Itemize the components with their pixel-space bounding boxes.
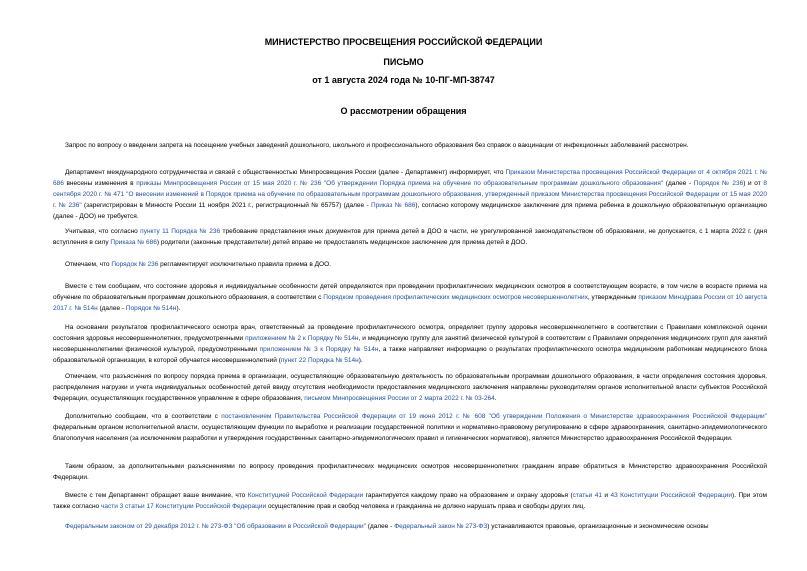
paragraph-text: Отмечаем, что bbox=[65, 261, 112, 268]
document-link[interactable]: статьи 41 bbox=[572, 492, 602, 499]
paragraph-text: (зарегистрирован в Минюсте России 11 ноября 2021 г., регистрационный № 65757) (далее - bbox=[81, 202, 371, 209]
document-date-number: от 1 августа 2024 года № 10-ПГ-МП-38747 bbox=[312, 75, 495, 85]
document-link[interactable]: Приказ № 686 bbox=[370, 202, 416, 209]
paragraph-text: федеральным органом исполнительной власти, осуществляющим функции по выработке и реализации государственной политики и нормативно-правовому регулированию в сфере здравоохранения, санитарно-эпидемиологического благополучия населения (за исключением разработки и утверждения государственных санитарно-эпидемиологических правил и гигиенических нормативов), является Министерство здравоохранения Российской Федерации. bbox=[53, 424, 767, 442]
paragraph-2 bbox=[53, 167, 767, 222]
document-link[interactable]: приказы Минпросвещения России от 15 мая 2020 г. № 236 "Об утверждении Порядка приема на обучение по образовательным программам дошкольного образования" bbox=[136, 180, 664, 187]
document-link[interactable]: приложением № 3 к Порядку № 514н bbox=[259, 346, 379, 353]
paragraph-text: гарантируется каждому право на образование и охрану здоровья ( bbox=[363, 492, 573, 499]
paragraph-text: ). При этом также согласно bbox=[53, 492, 767, 510]
document-link[interactable]: части 3 статьи 17 Конституции Российской Федерации bbox=[100, 503, 267, 510]
paragraph-7 bbox=[53, 371, 767, 404]
paragraph-3 bbox=[53, 226, 767, 248]
paragraph-text: Вместе с тем сообщаем, что состояние здоровья и индивидуальные особенности детей определяются при проведении профилактических медицинских осмотров в соответствующем возрасте, в том числе в возрасте приема на обучение по образовательным программам дошкольного образования, в соответствии с bbox=[53, 283, 767, 301]
document-link[interactable]: Конституцией Российской Федерации bbox=[247, 492, 364, 499]
paragraph-text: и bbox=[601, 492, 611, 499]
paragraph-text: регламентирует исключительно правила приема в ДОО. bbox=[158, 261, 331, 268]
document-link[interactable]: Порядком проведения профилактических медицинских осмотров несовершеннолетних bbox=[323, 294, 588, 301]
document-subject: О рассмотрении обращения bbox=[340, 106, 467, 116]
ministry-heading: МИНИСТЕРСТВО ПРОСВЕЩЕНИЯ РОССИЙСКОЙ ФЕДЕРАЦИИ bbox=[264, 37, 543, 47]
document-link[interactable]: пункт 22 Порядка № 514н bbox=[280, 357, 359, 364]
document-link[interactable]: Приказа № 686 bbox=[110, 239, 157, 246]
paragraph-text: осуществление прав и свобод человека и гражданина не должно нарушать права и свободы других лиц. bbox=[266, 503, 586, 510]
paragraph-9 bbox=[53, 461, 767, 483]
document-link[interactable]: приложением № 2 к Порядку № 514н bbox=[245, 335, 359, 342]
paragraph-text: внесены изменения в bbox=[63, 180, 137, 187]
paragraph-1 bbox=[53, 140, 767, 151]
document-link[interactable]: 8 сентября 2020 г. № 471 "О внесении изменений в Порядок приема на обучение по образовательным программам дошкольного образования, утвержденный приказом Министерства просвещения Российской Федерации от 15 мая 2020 г. № 236" bbox=[53, 180, 767, 209]
paragraph-text: Учитывая, что согласно bbox=[65, 228, 141, 235]
paragraph-text: (далее - bbox=[97, 305, 126, 312]
document-link[interactable]: приказом Минздрава России от 10 августа 2017 г. № 514н bbox=[53, 294, 767, 312]
paragraph-text: Запрос по вопросу о введении запрета на посещение учебных заведений дошкольного, школьного и профессионального образования без справок о вакцинации от инфекционных заболеваний рассмотрен. bbox=[65, 142, 689, 149]
paragraph-text: ) устанавливаются правовые, организационные и экономические основы bbox=[487, 523, 709, 530]
document-link[interactable]: Федеральный закон № 273-ФЗ bbox=[394, 523, 488, 530]
document-link[interactable]: пункту 11 Порядка № 236 bbox=[140, 228, 221, 235]
paragraph-text: , утвержденным bbox=[587, 294, 639, 301]
paragraph-10 bbox=[53, 490, 767, 512]
document-link[interactable]: Порядок № 514н bbox=[125, 305, 177, 312]
document-link[interactable]: письмом Минпросвещения России от 2 марта 2022 г. № 03-264 bbox=[304, 395, 495, 402]
paragraph-text: На основании результатов профилактического осмотра врач, ответственный за проведение профилактического осмотра, определяет группу здоровья несовершеннолетнего в соответствии с Правилами комплексной оценки состояния здоровья несовершеннолетних, предусмотренными bbox=[53, 324, 767, 342]
document-link[interactable]: Порядок № 236 bbox=[111, 261, 159, 268]
paragraph-8 bbox=[53, 411, 767, 444]
paragraph-text: требование представления иных документов для приема детей в ДОО в части, не урегулированной законодательством об образовании, не допускается, с 1 марта 2022 г. (дня вступления в силу bbox=[53, 228, 767, 246]
paragraph-text: Отмечаем, что разъяснения по вопросу порядка приема в организации, осуществляющие образовательную деятельность по образовательным программам дошкольного образования, в части определения состояния здоровья, распределения нагрузки и учета индивидуальных особенностей детей ввиду отсутствия необходимости предоставления медицинского заключения направлены руководителям органов исполнительной власти субъектов Российской Федерации, осуществляющих государственное управление в сфере образования, bbox=[53, 373, 767, 402]
document-link[interactable]: постановлением Правительства Российской Федерации от 19 июня 2012 г. № 608 "Об утверждении Положения о Министерстве здравоохранения Российской Федерации" bbox=[221, 413, 767, 420]
document-link[interactable]: Федеральным законом от 29 декабря 2012 г. № 273-ФЗ "Об образовании в Российской Федерации" bbox=[65, 523, 366, 530]
paragraph-text: Департамент международного сотрудничества и связей с общественностью Минпросвещения России (далее - Департамент) информирует, что bbox=[65, 169, 506, 176]
paragraph-text: ) родители (законные представители) детей вправе не предоставлять медицинское заключение для приема детей в ДОО. bbox=[156, 239, 528, 246]
document-type: ПИСЬМО bbox=[383, 57, 424, 67]
paragraph-text: ) и от bbox=[743, 180, 764, 187]
paragraph-text: Вместе с тем Департамент обращает ваше внимание, что bbox=[65, 492, 248, 499]
paragraph-text: , и медицинскую группу для занятий физической культурой в соответствии с Правилами определения медицинских групп для занятий несовершеннолетними физической культурой, предусмотренными bbox=[53, 335, 767, 353]
paragraph-text: ). bbox=[176, 305, 181, 312]
paragraph-text: (далее - bbox=[366, 523, 395, 530]
document-link[interactable]: 43 Конституции Российской Федерации bbox=[610, 492, 733, 499]
paragraph-6 bbox=[53, 322, 767, 366]
paragraph-text: ). bbox=[358, 357, 363, 364]
paragraph-text: Таким образом, за дополнительными разъяснениями по вопросу проведения профилактических медицинских осмотров несовершеннолетних гражданин вправе обратиться в Министерство здравоохранения Российской Федерации. bbox=[53, 463, 767, 481]
paragraph-text: Дополнительно сообщаем, что в соответствии с bbox=[65, 413, 222, 420]
paragraph-4 bbox=[53, 259, 767, 270]
paragraph-text: ), согласно которому медицинское заключение для приема ребенка в дошкольную образовательную организацию (далее - ДОО) не требуется. bbox=[53, 202, 767, 220]
document-link[interactable]: Приказом Министерства просвещения Российской Федерации от 4 октября 2021 г. № 686 bbox=[53, 169, 767, 187]
document-link[interactable]: Порядок № 236 bbox=[693, 180, 744, 187]
paragraph-text: . bbox=[494, 395, 497, 402]
paragraph-11 bbox=[53, 521, 767, 532]
paragraph-text: , а также направляет информацию о результатах профилактического осмотра медицинским работникам медицинского блока образовательной организации, в которой обучается несовершеннолетний ( bbox=[53, 346, 767, 364]
paragraph-text: (далее - bbox=[663, 180, 694, 187]
paragraph-5 bbox=[53, 281, 767, 314]
